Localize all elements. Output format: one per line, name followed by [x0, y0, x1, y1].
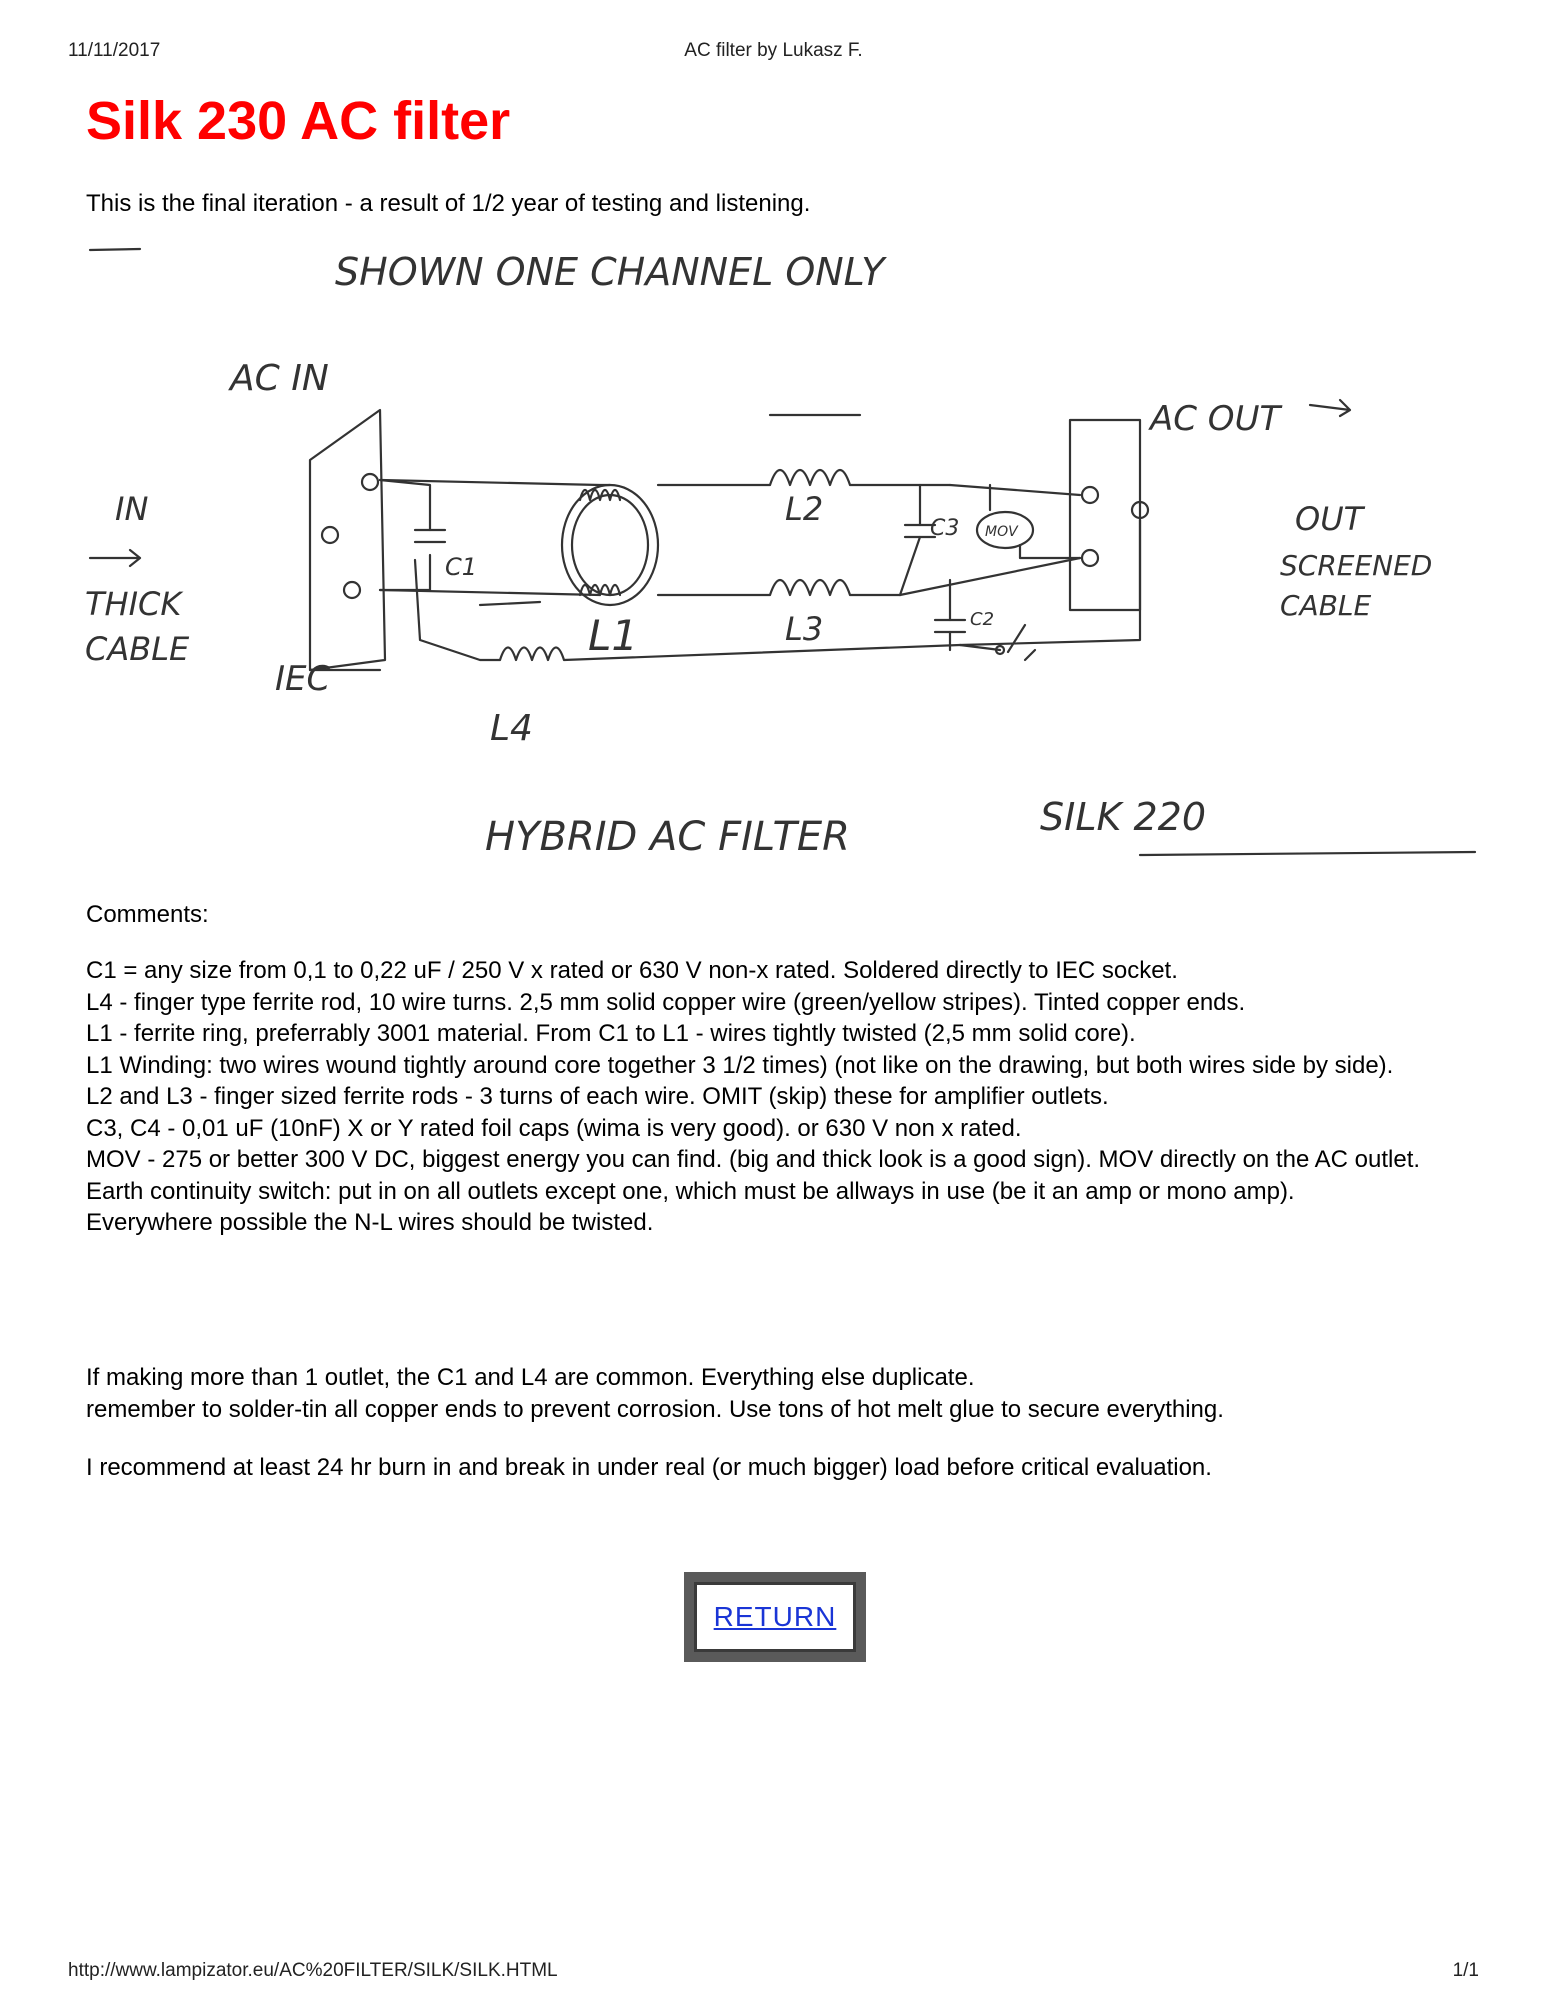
sketch-out: OUT [1295, 500, 1364, 538]
sketch-in: IN [115, 490, 149, 528]
page-title: Silk 230 AC filter [86, 91, 511, 151]
return-button[interactable] [694, 1582, 856, 1652]
comment-line: C3, C4 - 0,01 uF (10nF) X or Y rated foil caps (wima is very good). or 630 V non x rated. [86, 1114, 1022, 1142]
outlet-note: If making more than 1 outlet, the C1 and L4 are common. Everything else duplicate. [86, 1364, 975, 1391]
sketch-thick: THICK [85, 585, 182, 623]
comment-line: L1 - ferrite ring, preferrably 3001 material. From C1 to L1 - wires tightly twisted (2,5 mm solid core). [86, 1020, 1136, 1047]
comments-title: Comments: [86, 901, 209, 928]
sketch-footer: HYBRID AC FILTER [485, 814, 850, 860]
outlet-note: remember to solder-tin all copper ends to prevent corrosion. Use tons of hot melt glue to secure everything. [86, 1395, 1224, 1423]
sketch-l4: L4 [490, 708, 533, 749]
intro-text: This is the final iteration - a result of 1/2 year of testing and listening. [86, 190, 811, 217]
comment-line: L1 Winding: two wires wound tightly around core together 3 1/2 times) (not like on the drawing, but both wires side by side). [86, 1051, 1394, 1079]
sketch-ac-out: AC OUT [1150, 399, 1281, 439]
sketch-model: SILK 220 [1040, 795, 1207, 839]
sketch-l2: L2 [785, 490, 824, 528]
sketch-screened: SCREENED [1280, 549, 1433, 582]
circuit-sketch [80, 240, 1480, 880]
sketch-iec: IEC [275, 659, 331, 699]
sketch-ac-in: AC IN [230, 358, 329, 399]
sketch-c3: C3 [930, 516, 960, 541]
sketch-cable-out: CABLE [1280, 589, 1372, 622]
comment-line: L2 and L3 - finger sized ferrite rods - 3 turns of each wire. OMIT (skip) these for amplifier outlets. [86, 1083, 1109, 1110]
comment-line: C1 = any size from 0,1 to 0,22 uF / 250 V x rated or 630 V non-x rated. Soldered directly to IEC socket. [86, 957, 1178, 984]
return-link[interactable]: RETURN [713, 1601, 837, 1632]
comment-line: Everywhere possible the N-L wires should be twisted. [86, 1209, 654, 1236]
sketch-mov: MOV [985, 524, 1018, 540]
burn-in-note [86, 1452, 1506, 1484]
sketch-l1: L1 [588, 611, 639, 660]
print-url: http://www.lampizator.eu/AC%20FILTER/SILK/SILK.HTML [68, 1960, 558, 1981]
print-page-number: 1/1 [1452, 1960, 1479, 1981]
sketch-c2: C2 [970, 609, 995, 630]
sketch-heading: SHOWN ONE CHANNEL ONLY [335, 250, 885, 294]
sketch-l3: L3 [785, 610, 824, 648]
print-page-title: AC filter by Lukasz F. [684, 40, 863, 61]
sketch-c1: C1 [445, 553, 478, 581]
return-button-frame [684, 1572, 866, 1662]
comment-line: L4 - finger type ferrite rod, 10 wire turns. 2,5 mm solid copper wire (green/yellow stripes). Tinted copper ends. [86, 988, 1246, 1016]
burn-in-text: I recommend at least 24 hr burn in and break in under real (or much bigger) load before critical evaluation. [86, 1454, 1212, 1481]
comment-line: MOV - 275 or better 300 V DC, biggest energy you can find. (big and thick look is a good sign). MOV directly on the AC outlet. [86, 1146, 1421, 1173]
comment-line: Earth continuity switch: put in on all outlets except one, which must be allways in use (be it an amp or mono amp). [86, 1177, 1295, 1205]
print-date: 11/11/2017 [68, 40, 161, 61]
sketch-cable-in: CABLE [85, 630, 190, 668]
comments-list [86, 955, 1486, 1239]
outlet-notes [86, 1362, 1506, 1425]
